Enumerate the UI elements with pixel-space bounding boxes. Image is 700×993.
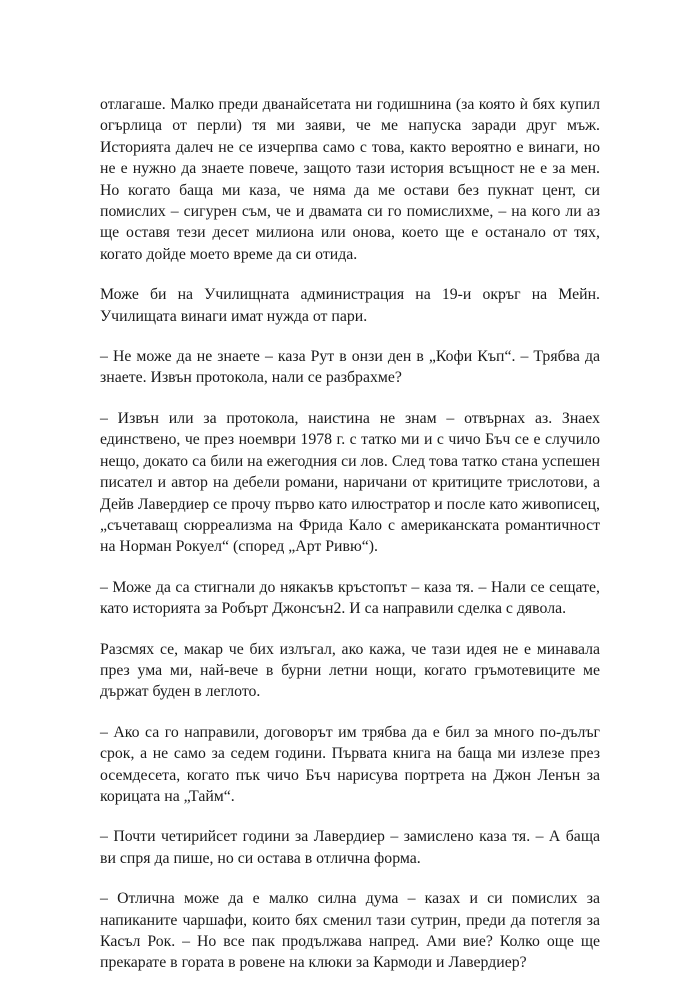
paragraph-9: – Отлична може да е малко силна дума – казах и си помислих за напиканите чаршафи, които бях сменил тази сутрин, преди да потегля за Касъл Рок. – Но все пак продължава напред. Ами вие? Колко още ще прекарате в гората в ровене на клюки за Кармоди и Лавердиер? [100,890,600,972]
paragraph-4: – Извън или за протокола, наистина не знам – отвърнах аз. Знаех единствено, че през ноември 1978 г. с татко ми и с чичо Бъч се е случило нещо, докато са били на ежегодния си лов. След това татко стана успешен писател и автор на дебели романи, наричани от критиците трислотови, а Дейв Лавердиер се прочу първо като илюстратор и после като живописец, „съчетаващ сюрреализма на Фрида Кало с американската романтичност на Норман Рокуел“ (според „Арт Ривю“). [100,409,601,556]
body-text [100,94,600,993]
paragraph-3: – Не може да не знаете – каза Рут в онзи ден в „Кофи Къп“. – Трябва да знаете. Извън протокола, нали се разбрахме? [100,348,600,387]
paragraph-5: – Може да са стигнали до някакъв кръстопът – каза тя. – Нали се сещате, като историята за Робърт Джонсън2. И са направили сделка с дявола. [100,578,600,618]
paragraph-2: Може би на Училищната администрация на 19-и окръг на Мейн. Училищата винаги имат нужда от пари. [100,286,600,325]
paragraph-6: Разсмях се, макар че бих излъгал, ако кажа, че тази идея не е минавала през ума ми, най-вече в бурни летни нощи, когато гръмотевиците ме държат буден в леглото. [100,640,600,701]
paragraph-7: – Ако са го направили, договорът им трябва да е бил за много по-дълъг срок, а не само за седем години. Първата книга на баща ми излезе през осемдесета, когато пък чичо Бъч нарисува портрета на Джон Ленън за корицата на „Тайм“. [100,723,600,805]
paragraph-8: – Почти четирийсет години за Лавердиер – замислено каза тя. – А баща ви спря да пише, но си остава в отлична форма. [100,828,600,867]
paragraph-1: отлагаше. Малко преди дванайсетата ни годишнина (за която ѝ бях купил огърлица от перли) тя ми заяви, че ме напуска заради друг мъж. Историята далеч не се изчерпва само с това, както вероятно е винаги, но не е нужно да знаете повече, защото тази история всъщност не е за мен. Но когато баща ми каза, че няма да ме остави без пукнат цент, си помислих – сигурен съм, че и двамата си го помислихме, – на кого ли аз ще оставя тези десет милиона или онова, което ще е останало от тях, когато дойде моето време да си отида. [100,96,600,263]
